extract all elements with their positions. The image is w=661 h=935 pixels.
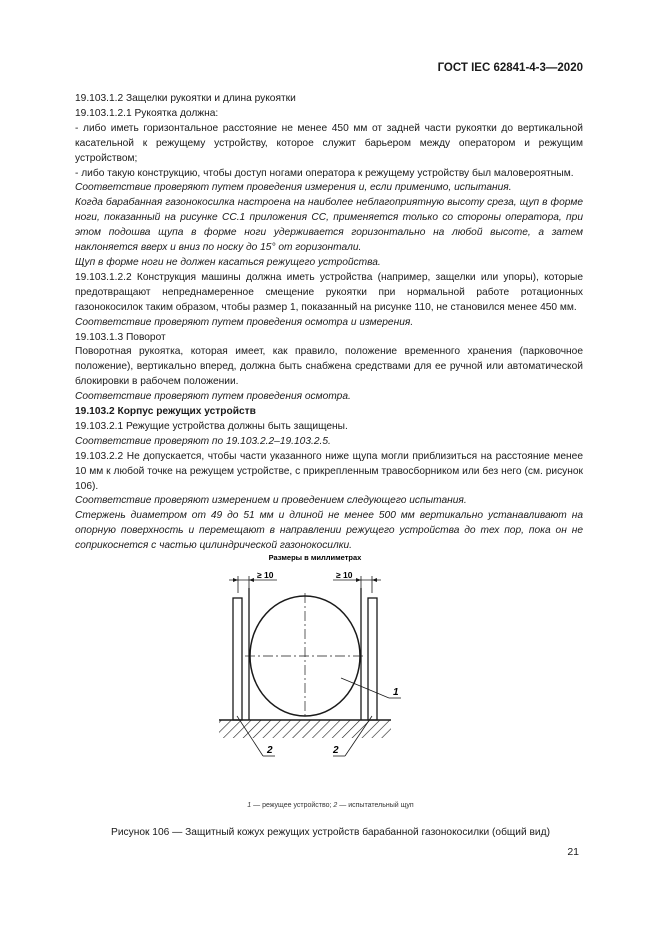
paragraph: - либо иметь горизонтальное расстояние не менее 450 мм от задней части рукоятки до вертикальной касательной к режущему устройству, которое служит барьером между оператором и режущим устройством; (75, 122, 583, 164)
paragraph: Щуп в форме ноги не должен касаться режущего устройства. (75, 256, 381, 268)
paragraph: Когда барабанная газонокосилка настроена на наиболее неблагоприятную высоту среза, щуп в форме ноги, показанный на рисунке СС.1 приложения СС, применяется только со стороны оператора, при этом подошва щупа в форме ноги удерживается горизонтально на любой высоте, а затем наклоняется вверх и вниз по носку до 15° от горизонтали. (75, 197, 583, 254)
dim-left-label: ≥ 10 (257, 570, 274, 580)
paragraph: Соответствие проверяют путем проведения осмотра и измерения. (75, 316, 414, 328)
paragraph: Соответствие проверяют измерением и проведением следующего испытания. (75, 495, 467, 507)
dim-right-label: ≥ 10 (336, 570, 353, 580)
drum-guard-drawing (205, 548, 425, 778)
figure-legend (0, 802, 661, 809)
paragraph: 19.103.2.1 Режущие устройства должны быть защищены. (75, 420, 348, 432)
legend-number: 2 (333, 802, 338, 809)
legend-number: 1 (247, 802, 252, 809)
paragraph: 19.103.1.2.2 Конструкция машины должна иметь устройства (например, защелки или упоры), которые предотвращают непреднамеренное смещение рукоятки при нормальной работе ротационных газонокосилок таким образом, чтобы размер 1, показанный на рисунке 110, не становился менее 450 мм. (75, 271, 583, 313)
figure-caption: Рисунок 106 — Защитный кожух режущих устройств барабанной газонокосилки (общий вид) (111, 827, 550, 838)
legend-text: — режущее устройство; (251, 802, 334, 809)
paragraph: Стержень диаметром от 49 до 51 мм и длиной не менее 500 мм вертикально устанавливают на опорную поверхность и перемещают в направлении режущего устройства до тех пор, пока он не соприкоснется с частью цилиндрической газонокосилки. (75, 510, 583, 552)
arrow-icon (372, 578, 377, 582)
paragraph: 19.103.1.2.1 Рукоятка должна: (75, 107, 219, 119)
paragraph: 19.103.2.2 Не допускается, чтобы части указанного ниже щупа могли приблизиться на расстояние менее 10 мм к любой точке на режущем устройстве, с прикрепленным травосборником или без него (см. рисунок 106). (75, 450, 583, 492)
paragraph: Соответствие проверяют путем проведения осмотра. (75, 391, 351, 403)
arrow-icon (249, 578, 254, 582)
callout-2-right: 2 (333, 745, 339, 756)
paragraph: Поворотная рукоятка, которая имеет, как правило, положение временного хранения (парковочное положение), вертикально вперед, должна быть снабжена средствами для ее ручной или автоматической блокировки в рабочем положении. (75, 346, 583, 388)
paragraph: - либо такую конструкцию, чтобы доступ ногами оператора к режущему устройству был маловероятным. (75, 167, 574, 179)
page-number: 21 (567, 846, 579, 858)
leader-line (341, 678, 389, 698)
paragraph: Соответствие проверяют путем проведения измерения и, если применимо, испытания. (75, 182, 512, 194)
callout-1: 1 (393, 687, 399, 698)
arrow-icon (233, 578, 238, 582)
test-probe-right (368, 598, 377, 720)
figure-106 (205, 548, 425, 778)
support-surface (219, 720, 391, 738)
section-heading: 19.103.2 Корпус режущих устройств (75, 406, 256, 418)
test-probe-left (233, 598, 242, 720)
callout-2-left: 2 (267, 745, 273, 756)
paragraph: 19.103.1.2 Защелки рукоятки и длина рукоятки (75, 93, 296, 104)
paragraph: Соответствие проверяют по 19.103.2.2–19.103.2.5. (75, 435, 331, 447)
standard-header: ГОСТ IEC 62841-4-3—2020 (437, 62, 583, 74)
legend-text: — испытательный щуп (337, 802, 414, 809)
units-note: Размеры в миллиметрах (268, 553, 362, 562)
arrow-icon (356, 578, 361, 582)
paragraph: 19.103.1.3 Поворот (75, 331, 166, 343)
document-body (75, 92, 583, 554)
